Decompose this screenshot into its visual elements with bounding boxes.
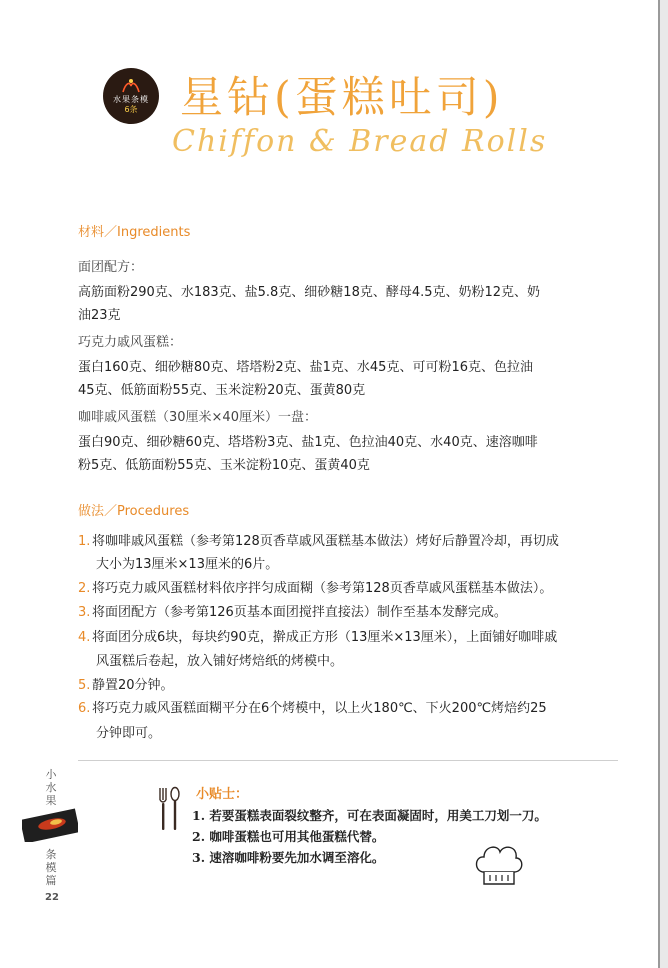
ingredient-line: 蛋白160克、细砂糖80克、塔塔粉2克、盐1克、水45克、可可粉16克、色拉油 — [78, 360, 533, 375]
step-number: 2. — [78, 581, 91, 596]
recipe-title-chinese: 星钻(蛋糕吐司) — [180, 73, 504, 123]
section-divider — [78, 760, 618, 761]
step-number: 3. — [78, 605, 91, 620]
page-number: 22 — [45, 892, 59, 903]
step-number: 1. — [78, 534, 91, 549]
side-label-top: 小水果 — [45, 768, 57, 807]
chef-hat-icon — [472, 842, 524, 890]
step-text: 静置20分钟。 — [92, 678, 174, 693]
ingredient-line: 蛋白90克、细砂糖60克、塔塔粉3克、盐1克、色拉油40克、水40克、速溶咖啡 — [78, 435, 538, 450]
ingredient-group-label: 咖啡戚风蛋糕（30厘米×40厘米）一盘： — [78, 410, 317, 425]
step-number: 6. — [78, 701, 91, 716]
tip-item: 3. 速溶咖啡粉要先加水调至溶化。 — [192, 850, 385, 865]
page-edge-line — [658, 0, 660, 968]
tips-title: 小贴士： — [196, 787, 249, 802]
procedure-step — [78, 577, 552, 596]
recipe-title-english: Chiffon & Bread Rolls — [172, 124, 548, 159]
step-text-continued: 分钟即可。 — [96, 726, 162, 741]
step-text: 将巧克力戚风蛋糕面糊平分在6个烤模中，以上火180℃、下火200℃烤焙约25 — [92, 701, 547, 716]
tip-item: 2. 咖啡蛋糕也可用其他蛋糕代替。 — [192, 829, 385, 844]
step-text: 将咖啡戚风蛋糕（参考第128页香草戚风蛋糕基本做法）烤好后静置冷却，再切成 — [92, 534, 559, 549]
step-text-continued: 大小为13厘米×13厘米的6片。 — [96, 557, 279, 572]
ingredient-line: 油23克 — [78, 308, 121, 323]
procedure-step — [78, 601, 507, 620]
procedure-step — [78, 674, 174, 693]
ingredient-line: 高筋面粉290克、水183克、盐5.8克、细砂糖18克、酵母4.5克、奶粉12克、奶 — [78, 285, 541, 300]
step-text-continued: 风蛋糕后卷起，放入铺好烤焙纸的烤模中。 — [96, 654, 344, 669]
step-text: 将面团配方（参考第126页基本面团搅拌直接法）制作至基本发酵完成。 — [92, 605, 507, 620]
ingredient-group-label: 面团配方： — [78, 260, 144, 275]
procedure-step — [78, 626, 557, 645]
cake-slice-image — [22, 808, 78, 842]
procedure-step — [78, 530, 559, 549]
ingredients-heading: 材料／Ingredients — [78, 225, 191, 240]
utensils-icon — [156, 786, 182, 832]
step-number: 4. — [78, 630, 91, 645]
step-text: 将面团分成6块，每块约90克，擀成正方形（13厘米×13厘米），上面铺好咖啡戚 — [92, 630, 558, 645]
badge-text: 水果条模 — [113, 94, 149, 104]
ingredient-line: 粉5克、低筋面粉55克、玉米淀粉10克、蛋黄40克 — [78, 458, 370, 473]
ingredient-group-label: 巧克力戚风蛋糕： — [78, 335, 183, 350]
pan-icon — [120, 78, 142, 94]
badge-count: 6条 — [124, 104, 138, 114]
tip-item: 1. 若要蛋糕表面裂纹整齐，可在表面凝固时，用美工刀划一刀。 — [192, 808, 547, 823]
procedures-heading: 做法／Procedures — [78, 504, 190, 519]
ingredient-line: 45克、低筋面粉55克、玉米淀粉20克、蛋黄80克 — [78, 383, 366, 398]
step-text: 将巧克力戚风蛋糕材料依序拌匀成面糊（参考第128页香草戚风蛋糕基本做法）。 — [92, 581, 553, 596]
category-badge — [103, 68, 159, 124]
side-label-bottom: 条模篇 — [45, 848, 57, 887]
procedure-step — [78, 697, 547, 716]
step-number: 5. — [78, 678, 91, 693]
